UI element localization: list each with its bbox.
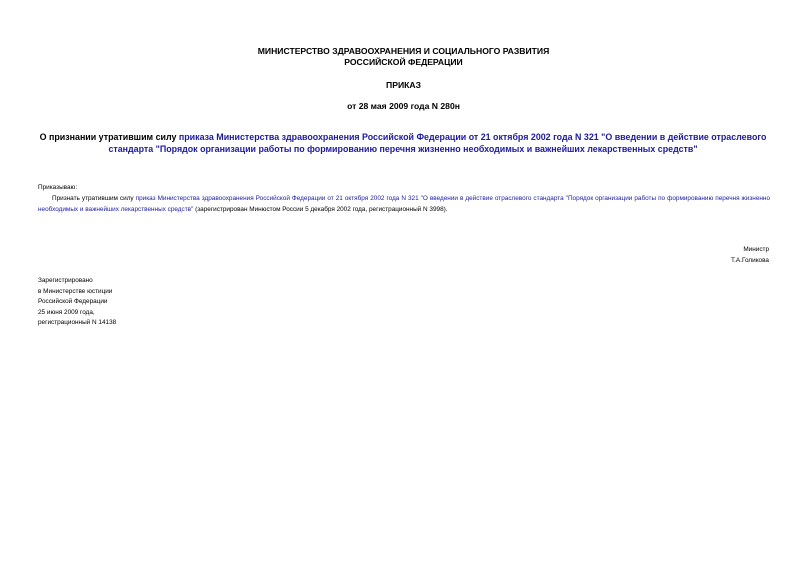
registration-line: в Министерстве юстиции (38, 287, 113, 295)
order-word: Приказываю: (38, 184, 78, 191)
order-paragraph (38, 193, 770, 215)
ministry-heading (0, 46, 807, 68)
signature-block (731, 244, 769, 266)
document-title (36, 131, 770, 155)
document-title-prefix: О признании утратившим силу (39, 132, 179, 142)
registration-block (38, 276, 116, 329)
signature-name: Т.А.Голикова (730, 257, 769, 264)
registration-line: регистрационный N 14138 (38, 319, 117, 326)
document-title-link[interactable]: приказа Министерства здравоохранения Российской Федерации от 21 октября 2002 года N 321 "О введении в действие отраслевого стандарта "Порядок организации работы по формированию перечня жизненно необходимых и важнейших лекарственных средств" (108, 132, 767, 154)
ministry-heading-line-2: РОССИЙСКОЙ ФЕДЕРАЦИИ (344, 57, 463, 67)
registration-line: Зарегистрировано (38, 277, 93, 284)
order-paragraph-link[interactable]: приказ Министерства здравоохранения Российской Федерации от 21 октября 2002 года N 321 "О введении в действие отраслевого стандарта "Порядок организации работы по формированию перечня жизненно необходимых и важнейших лекарственных средств" (38, 195, 770, 213)
registration-line: Российской Федерации (38, 298, 108, 305)
signature-position: Министр (743, 246, 769, 253)
order-paragraph-suffix: (зарегистрирован Минюстом России 5 декабря 2002 года, регистрационный N 3998). (193, 206, 448, 213)
document-date-number: от 28 мая 2009 года N 280н (347, 101, 460, 111)
document-type: ПРИКАЗ (386, 80, 421, 90)
ministry-heading-line-1: МИНИСТЕРСТВО ЗДРАВООХРАНЕНИЯ И СОЦИАЛЬНОГО РАЗВИТИЯ (257, 46, 550, 56)
order-paragraph-prefix: Признать утратившим силу (52, 195, 136, 202)
registration-line: 25 июня 2009 года, (38, 308, 95, 316)
